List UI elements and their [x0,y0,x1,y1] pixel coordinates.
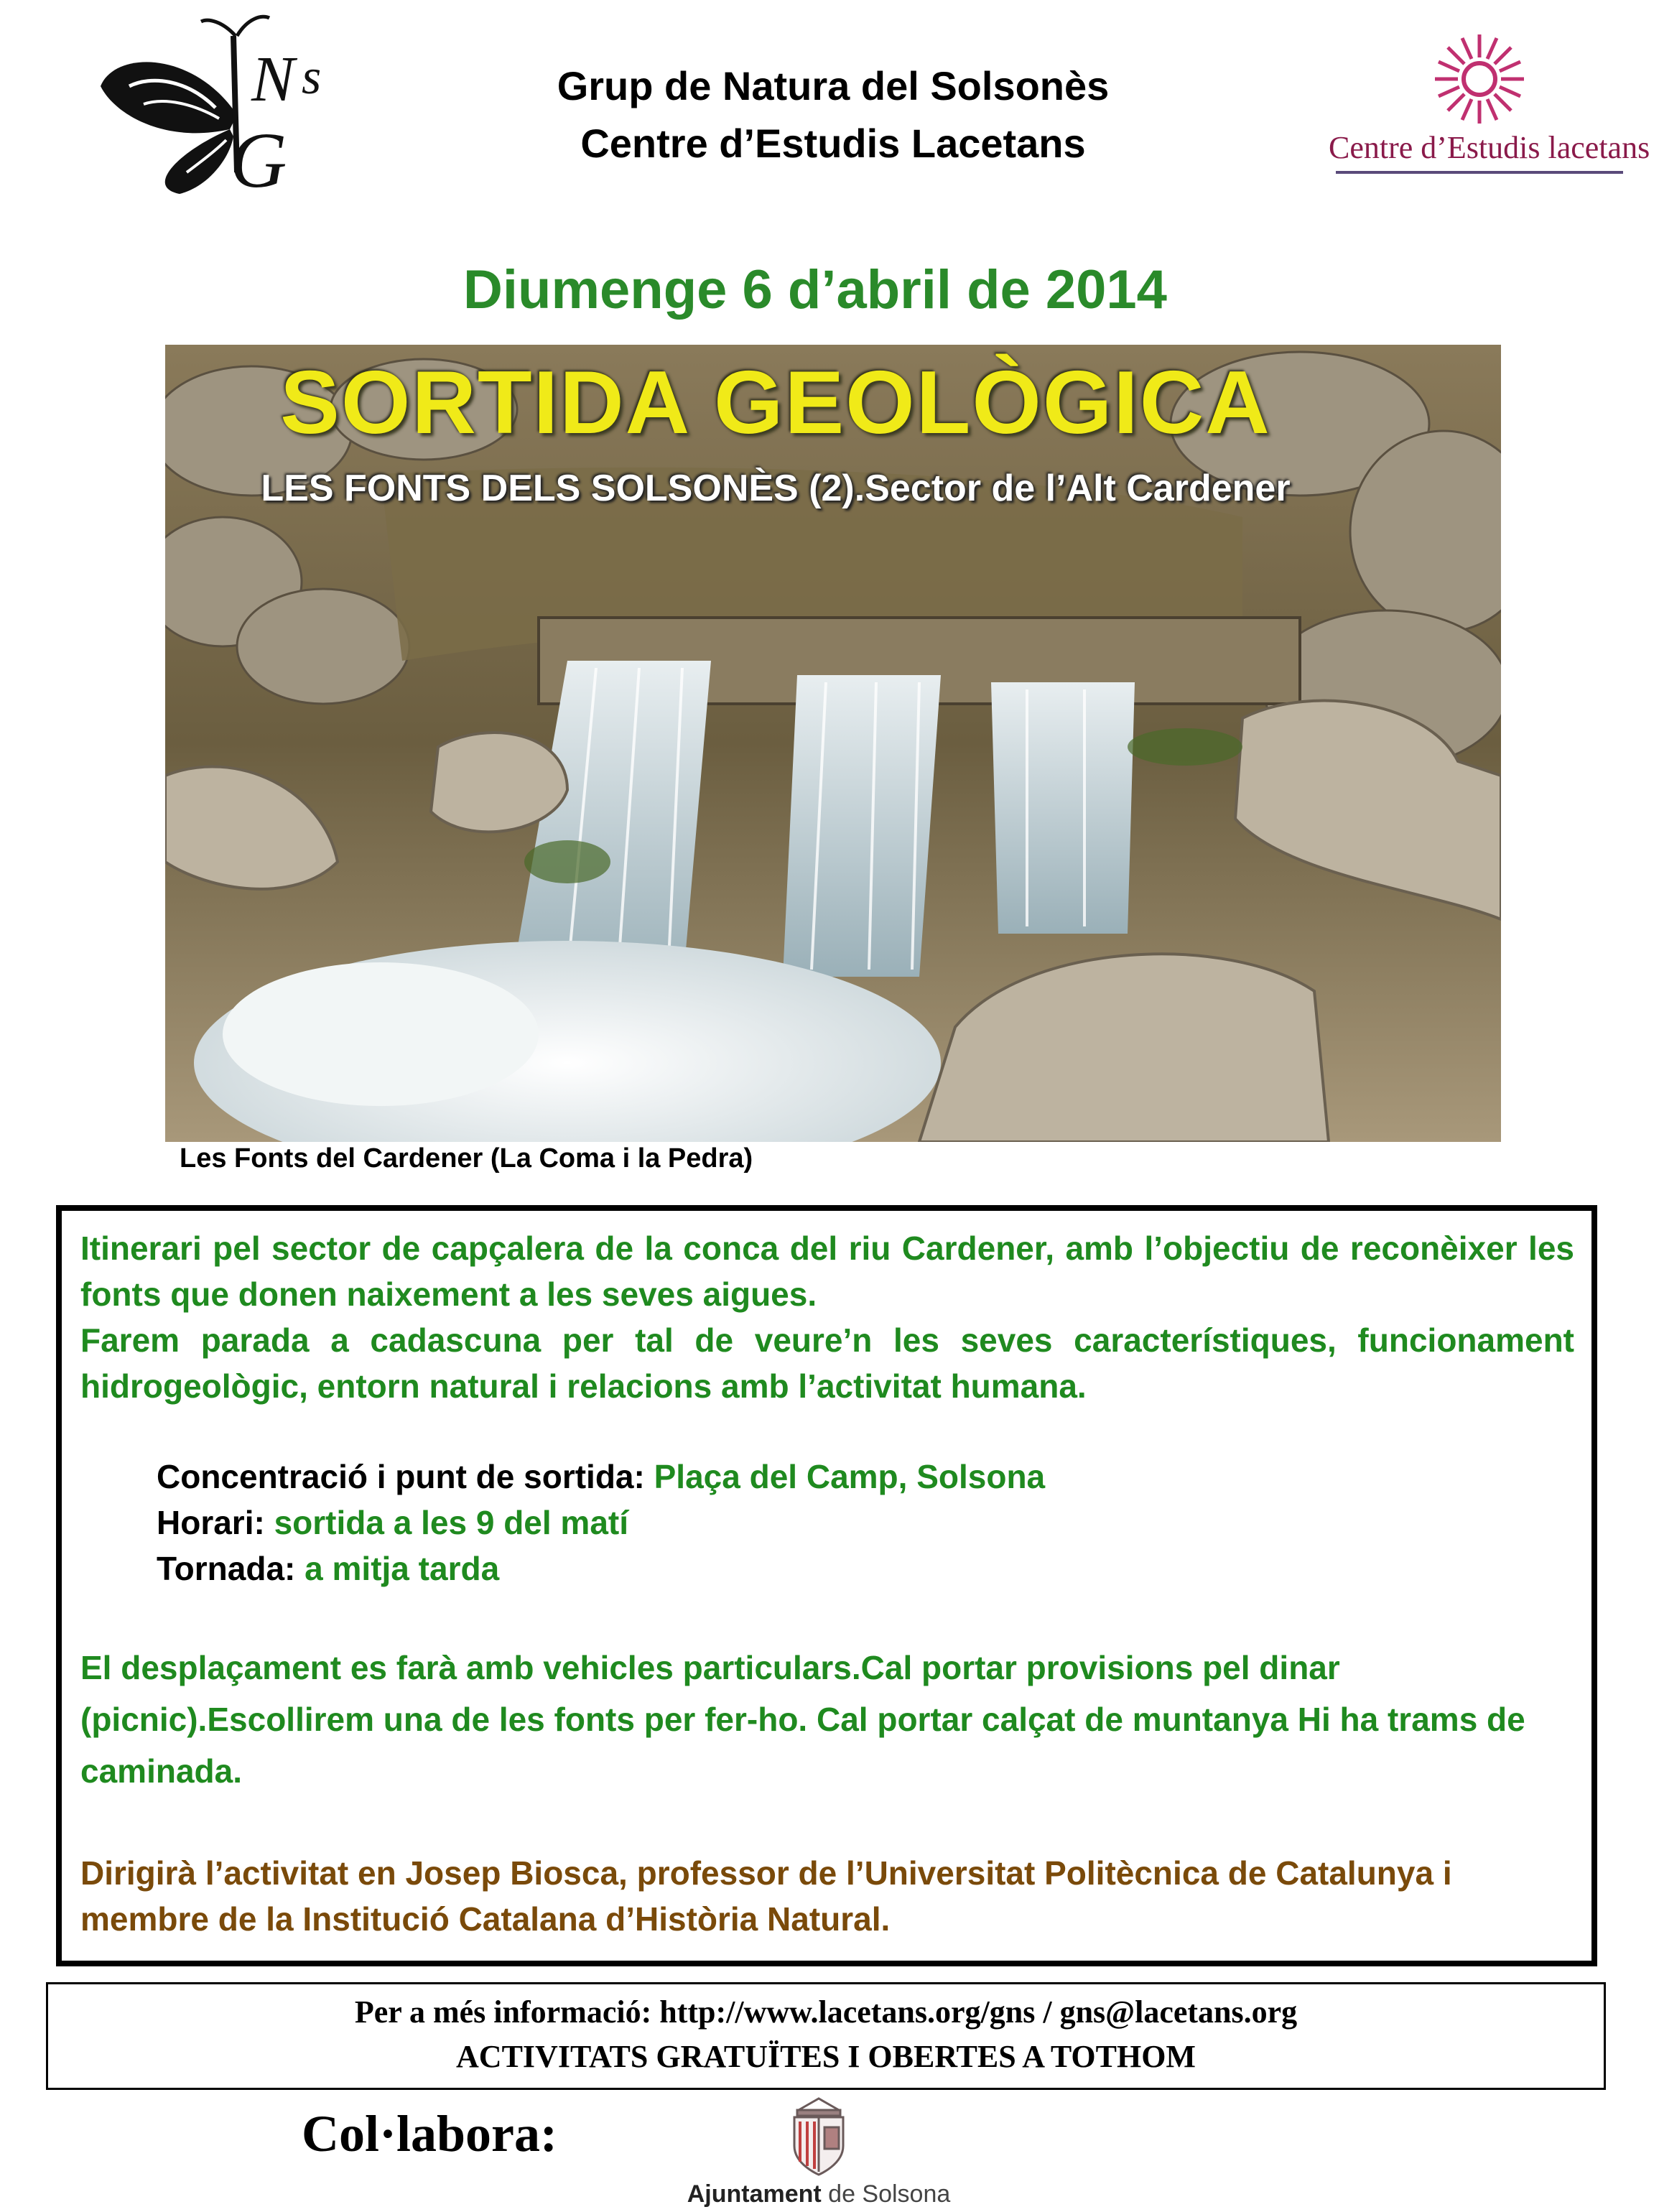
collabora-label: Col·labora: [302,2105,557,2162]
detail-label: Tornada: [157,1550,305,1587]
detail-meeting-point [157,1454,1045,1500]
ajuntament-logo [675,2096,962,2211]
cel-logo-rule [1336,171,1623,174]
coat-of-arms-icon [675,2096,962,2178]
info-box [56,1205,1597,1966]
detail-value: Plaça del Camp, Solsona [654,1458,1046,1495]
ajuntament-name-part1: Ajuntament [687,2180,829,2208]
leader-paragraph: Dirigirà l’activitat en Josep Biosca, professor de l’Universitat Politècnica de Catalunya i membre de la Institució Catalana d’Història Natural. [80,1854,1452,1938]
svg-text:s: s [302,50,322,105]
detail-value: a mitja tarda [305,1550,500,1587]
detail-label: Concentració i punt de sortida: [157,1458,654,1495]
gns-logo-text: N [251,44,295,115]
cel-logo [1329,29,1650,180]
photo-caption: Les Fonts del Cardener (La Coma i la Pedra) [180,1143,753,1174]
detail-label: Horari: [157,1504,274,1541]
more-info-line: Per a més informació: http://www.lacetans.org/gns / gns@lacetans.org [354,1994,1298,2030]
cel-logo-text: Centre d’Estudis lacetans [1329,130,1650,165]
event-subtitle: LES FONTS DELS SOLSONÈS (2).Sector de l’Alt Cardener [261,468,1291,509]
event-title: SORTIDA GEOLÒGICA [280,353,1271,452]
waterfall-photo [165,345,1501,1142]
cel-sun-icon [1329,29,1630,129]
stops-text: Farem parada a cadascuna per tal de veure’n les seves característiques, funcionament hidrogeològic, entorn natural i relacions amb l’activitat humana. [80,1321,1574,1405]
itinerary-paragraph [80,1225,1574,1409]
org-line-2: Centre d’Estudis Lacetans [580,121,1086,166]
event-details [157,1454,1045,1591]
gns-logo [86,7,373,208]
ajuntament-name [675,2180,962,2208]
transport-paragraph: El desplaçament es farà amb vehicles particulars.Cal portar provisions pel dinar (picnic).Escollirem una de les fonts per fer-ho. Cal portar calçat de muntanya Hi ha trams de caminada. [80,1649,1525,1790]
organizers-heading [402,57,1264,172]
free-activities-line: ACTIVITATS GRATUÏTES I OBERTES A TOTHOM [456,2039,1196,2074]
footer-box [46,1982,1606,2090]
event-date: Diumenge 6 d’abril de 2014 [463,259,1167,320]
detail-value: sortida a les 9 del matí [274,1504,629,1541]
org-line-1: Grup de Natura del Solsonès [557,63,1110,108]
ajuntament-name-part2: de Solsona [828,2180,951,2208]
svg-text:G: G [230,116,287,204]
itinerary-text: Itinerari pel sector de capçalera de la conca del riu Cardener, amb l’objectiu de reconèixer les fonts que donen naixement a les seves aigues. [80,1230,1574,1313]
detail-return [157,1546,1045,1591]
detail-schedule [157,1500,1045,1546]
